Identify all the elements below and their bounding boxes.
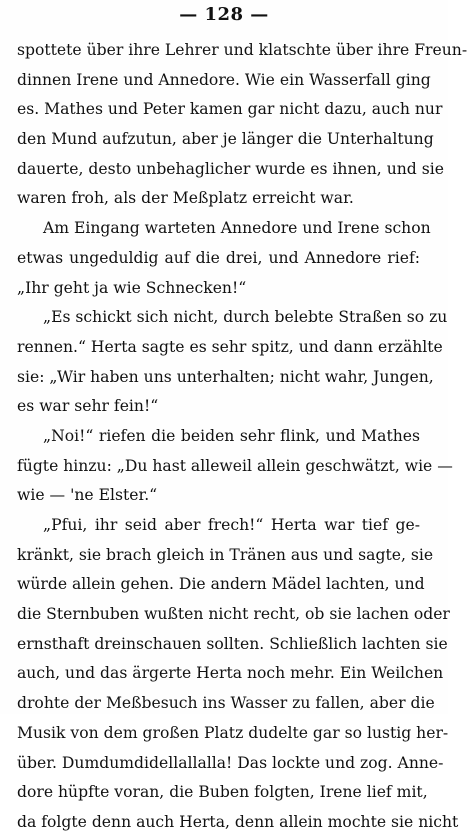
text-line: rennen.“ Herta sagte es sehr spitz, und dann erzählte [17,337,443,356]
text-line: dore hüpfte voran, die Buben folgten, Irene lief mit, [17,783,428,802]
text-line: etwas ungeduldig auf die drei, und Annedore rief: [17,248,420,267]
text-line: Am Eingang warteten Annedore und Irene schon [43,219,431,238]
text-line: würde allein gehen. Die andern Mädel lachten, und [17,575,425,594]
text-line: da folgte denn auch Herta, denn allein mochte sie nicht [17,812,459,831]
text-line: „Pfui, ihr seid aber frech!“ Herta war tief ge- [43,516,420,534]
text-line: drohte der Meßbesuch ins Wasser zu fallen, aber die [17,694,435,713]
text-line: spottete über ihre Lehrer und klatschte über ihre Freun- [17,41,467,59]
text-line: über. Dumdumdidellallalla! Das lockte und zog. Anne- [17,753,444,772]
text-line: wie — 'ne Elster.“ [17,486,158,505]
text-line: dauerte, desto unbehaglicher wurde es ihnen, und sie [17,159,444,178]
text-line: sie: „Wir haben uns unterhalten; nicht wahr, Jungen, [17,367,434,386]
text-line: auch, und das ärgerte Herta noch mehr. Ein Weilchen [17,664,444,683]
text-line: „Ihr geht ja wie Schnecken!“ [17,278,247,297]
text-line: Musik von dem großen Platz dudelte gar so lustig her- [17,723,449,742]
page-number: — 128 — [179,4,269,25]
text-line: es war sehr fein!“ [17,397,159,416]
text-line: „Noi!“ riefen die beiden sehr flink, und Mathes [43,426,420,445]
text-line: die Sternbuben wußten nicht recht, ob sie lachen oder [17,605,450,624]
text-line: ernsthaft dreinschauen sollten. Schließlich lachten sie [17,634,448,653]
text-line: „Es schickt sich nicht, durch belebte Straßen so zu [43,308,448,327]
text-line: dinnen Irene und Annedore. Wie ein Wasserfall ging [17,70,431,89]
text-line: den Mund aufzutun, aber je länger die Unterhaltung [17,130,434,149]
body-text [17,36,467,838]
text-line: es. Mathes und Peter kamen gar nicht dazu, auch nur [17,100,443,119]
text-line: kränkt, sie brach gleich in Tränen aus und sagte, sie [17,545,434,564]
text-line: fügte hinzu: „Du hast alleweil allein geschwätzt, wie — [17,456,453,475]
text-line: waren froh, als der Meßplatz erreicht war. [17,189,354,208]
